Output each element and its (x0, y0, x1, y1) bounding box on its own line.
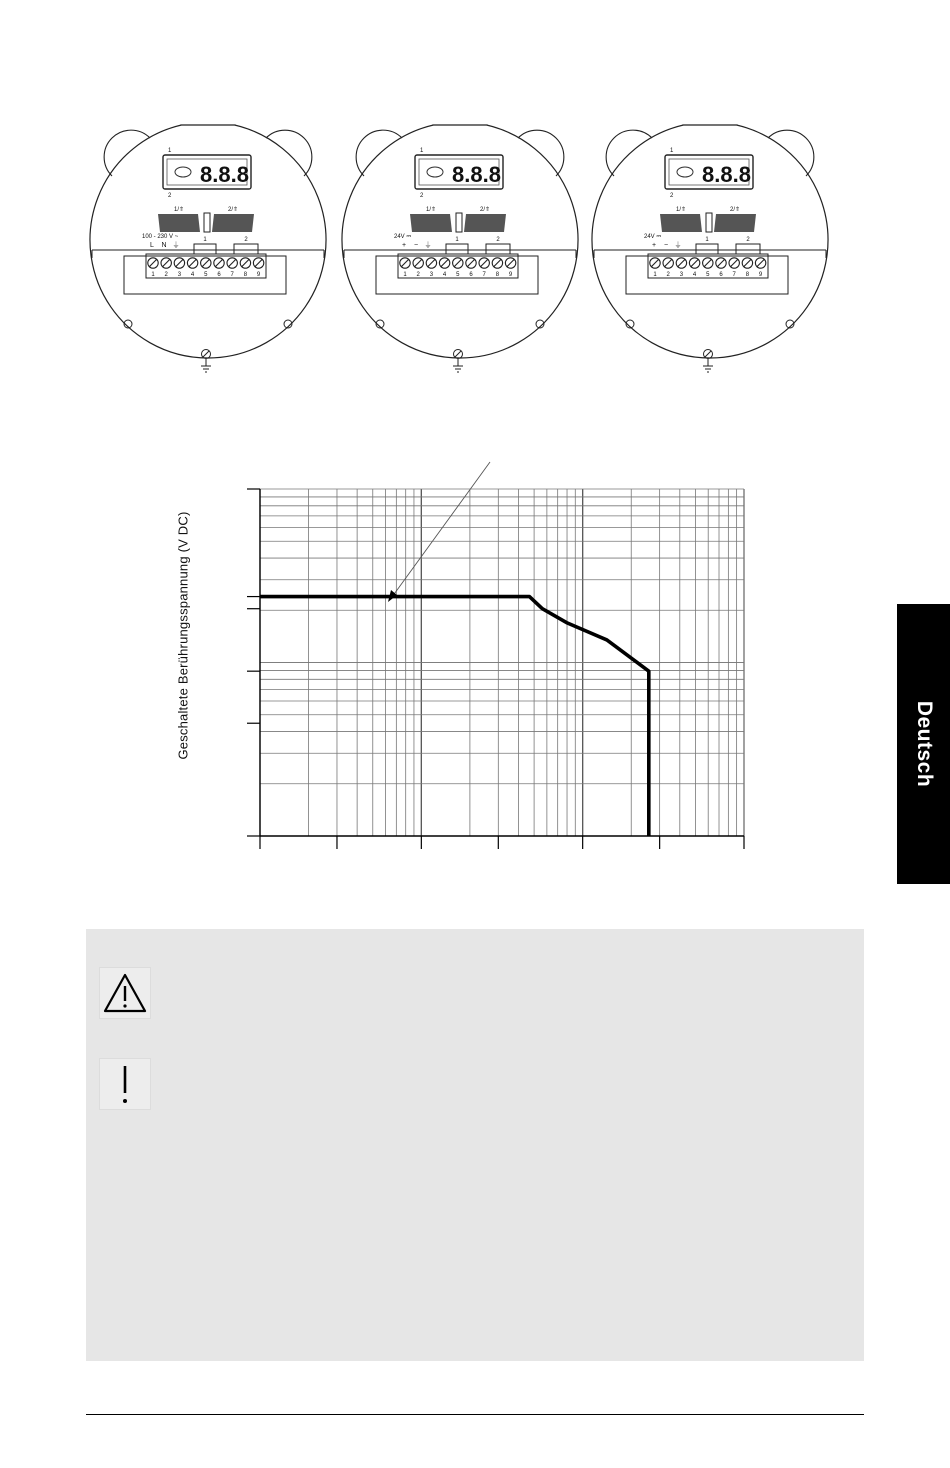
terminal-number: 4 (190, 272, 195, 278)
relay-2-label: 2 (496, 237, 500, 243)
button-1-label: 1/⇑ (425, 207, 437, 213)
language-tab-label: Deutsch (912, 700, 936, 788)
terminal-number: 2 (416, 272, 420, 278)
supply-terminal-label: − (663, 242, 669, 249)
button-2-label: 2/⇑ (227, 207, 239, 213)
supply-terminal-label: + (651, 242, 657, 249)
terminal-number: 2 (666, 272, 670, 278)
terminal-number: 3 (429, 272, 434, 278)
supply-terminal-label: + (401, 242, 407, 249)
relay-1-label: 1 (705, 237, 709, 243)
lcd-channel-2: 2 (670, 193, 674, 199)
footer-rule (86, 1414, 864, 1415)
language-tab (897, 604, 950, 884)
terminal-number: 7 (732, 272, 736, 278)
terminal-number: 9 (508, 272, 513, 278)
button-1-label: 1/⇑ (173, 207, 185, 213)
terminal-number: 7 (230, 272, 234, 278)
lcd-channel-1: 1 (420, 148, 424, 154)
exclamation-icon (99, 1058, 151, 1110)
terminal-number: 5 (706, 272, 710, 278)
supply-terminal-label: − (413, 242, 419, 249)
terminal-number: 9 (256, 272, 261, 278)
lcd-channel-1: 1 (670, 148, 674, 154)
terminal-number: 7 (482, 272, 486, 278)
terminal-number: 9 (758, 272, 763, 278)
limit-curve (260, 597, 649, 836)
button-1-label: 1/⇑ (675, 207, 687, 213)
terminal-number: 6 (719, 272, 723, 278)
supply-terminal-label: ⏚ (424, 242, 432, 249)
terminal-number: 1 (403, 272, 407, 278)
notice-box (86, 929, 864, 1361)
leader-line (392, 462, 490, 597)
supply-label: 24V ⎓ (644, 234, 662, 240)
lcd-channel-2: 2 (168, 193, 172, 199)
lcd-digits: 8.8.8 (702, 162, 751, 187)
terminal-number: 5 (204, 272, 208, 278)
supply-terminal-label: ⏚ (172, 242, 180, 249)
terminal-number: 6 (217, 272, 221, 278)
relay-2-label: 2 (244, 237, 248, 243)
supply-label: 100 - 230 V ~ (142, 234, 179, 240)
terminal-number: 8 (745, 272, 750, 278)
supply-terminal-label: L (150, 242, 154, 249)
lcd-channel-1: 1 (168, 148, 172, 154)
button-2-label: 2/⇑ (479, 207, 491, 213)
terminal-number: 8 (243, 272, 248, 278)
warning-triangle-icon (99, 967, 151, 1019)
terminal-number: 5 (456, 272, 460, 278)
lcd-digits: 8.8.8 (200, 162, 249, 187)
terminal-number: 3 (177, 272, 182, 278)
relay-1-label: 1 (203, 237, 207, 243)
relay-1-label: 1 (455, 237, 459, 243)
supply-terminal-label: ⏚ (674, 242, 682, 249)
terminal-number: 6 (469, 272, 473, 278)
terminal-number: 8 (495, 272, 500, 278)
supply-label: 24V ⎓ (394, 234, 412, 240)
supply-terminal-label: N (161, 242, 167, 249)
terminal-number: 4 (442, 272, 447, 278)
chart-y-axis-label: Geschaltete Berührungsspannung (V DC) (175, 511, 191, 760)
terminal-number: 4 (692, 272, 697, 278)
terminal-number: 1 (151, 272, 155, 278)
terminal-number: 3 (679, 272, 684, 278)
lcd-channel-2: 2 (420, 193, 424, 199)
lcd-digits: 8.8.8 (452, 162, 501, 187)
terminal-number: 1 (653, 272, 657, 278)
relay-2-label: 2 (746, 237, 750, 243)
button-2-label: 2/⇑ (729, 207, 741, 213)
terminal-number: 2 (164, 272, 168, 278)
